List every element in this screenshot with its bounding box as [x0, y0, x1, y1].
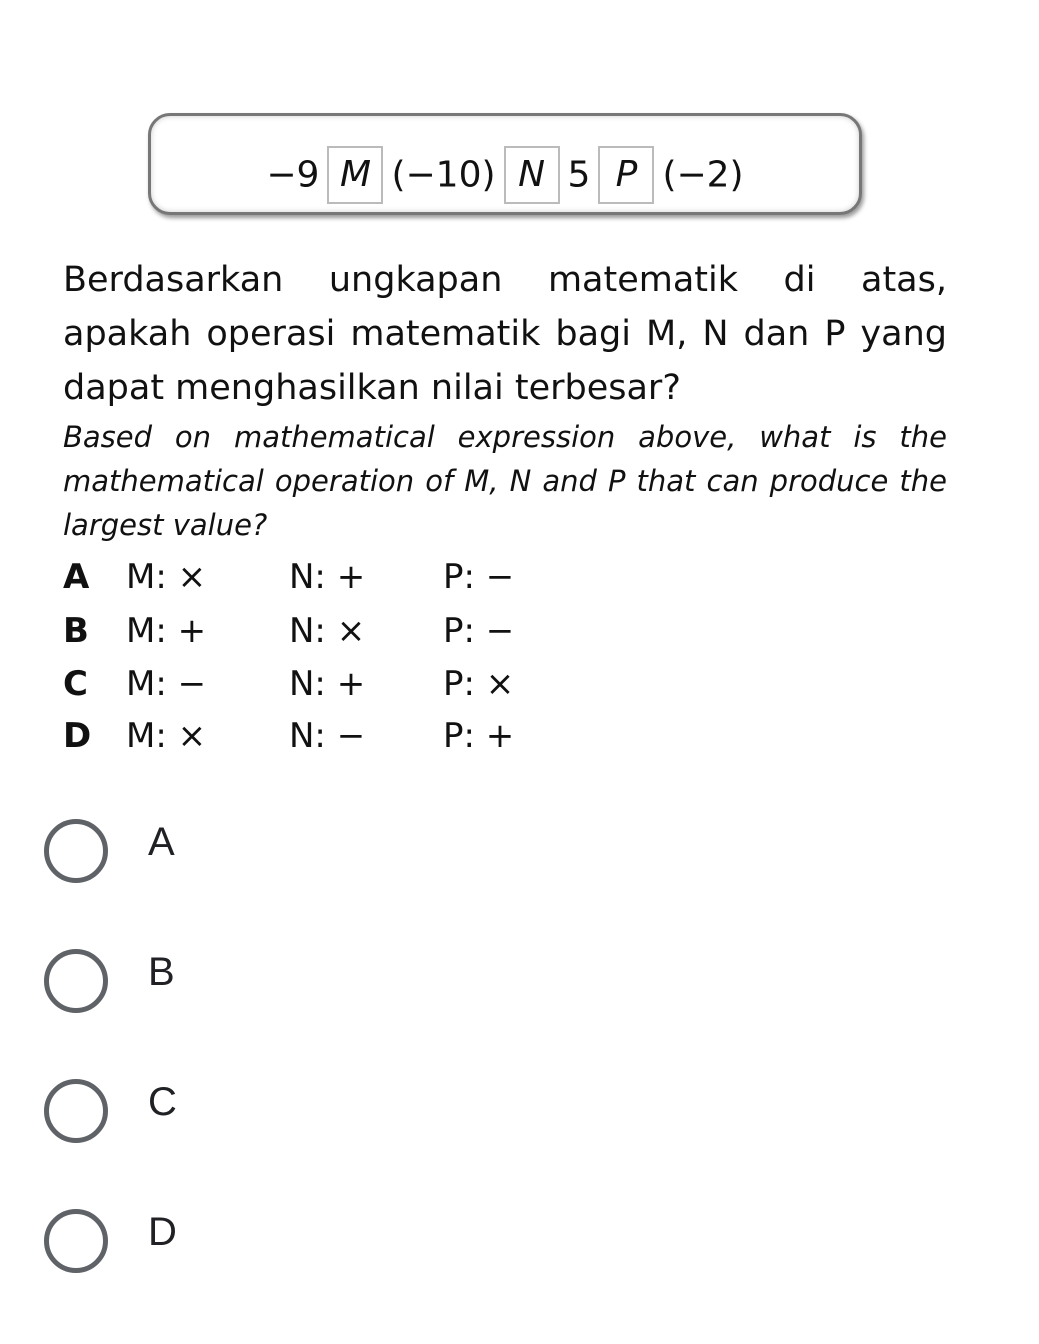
radio-button[interactable]: [44, 1209, 108, 1273]
option-n: N: +: [289, 557, 366, 597]
question-malay: Berdasarkan ungkapan matematik di atas, apakah operasi matematik bagi M, N dan P yang dapat menghasilkan nilai terbesar?: [63, 260, 947, 408]
choice-b[interactable]: [0, 930, 1039, 1030]
radio-button[interactable]: [44, 819, 108, 883]
expr-term: −9: [266, 154, 320, 196]
choice-c[interactable]: [0, 1060, 1039, 1160]
choice-a[interactable]: [0, 800, 1039, 900]
expr-term: (−2): [662, 154, 744, 196]
choice-d[interactable]: [0, 1190, 1039, 1290]
option-n: N: −: [289, 716, 366, 756]
box-p: P: [598, 146, 654, 204]
question-english: Based on mathematical expression above, what is the mathematical operation of M, N and P that can produce the largest value?: [63, 420, 947, 542]
option-m: M: +: [126, 611, 207, 651]
option-p: P: +: [443, 716, 515, 756]
option-n: N: +: [289, 664, 366, 704]
radio-button[interactable]: [44, 1079, 108, 1143]
option-p: P: ×: [443, 664, 515, 704]
option-p: P: −: [443, 611, 515, 651]
expr-term: (−10): [391, 154, 496, 196]
option-letter: A: [63, 557, 90, 597]
option-m: M: ×: [126, 557, 207, 597]
option-letter: C: [63, 664, 88, 704]
choice-label[interactable]: B: [148, 950, 175, 994]
option-m: M: −: [126, 664, 207, 704]
choice-label[interactable]: C: [148, 1080, 177, 1124]
option-n: N: ×: [289, 611, 366, 651]
expression-box: [148, 113, 862, 215]
option-m: M: ×: [126, 716, 207, 756]
option-p: P: −: [443, 557, 515, 597]
choice-label[interactable]: A: [148, 820, 175, 864]
expression: [151, 146, 859, 204]
option-letter: D: [63, 716, 92, 756]
choice-label[interactable]: D: [148, 1210, 177, 1254]
box-n: N: [504, 146, 560, 204]
radio-button[interactable]: [44, 949, 108, 1013]
expr-term: 5: [567, 154, 591, 196]
box-m: M: [327, 146, 383, 204]
option-letter: B: [63, 611, 89, 651]
